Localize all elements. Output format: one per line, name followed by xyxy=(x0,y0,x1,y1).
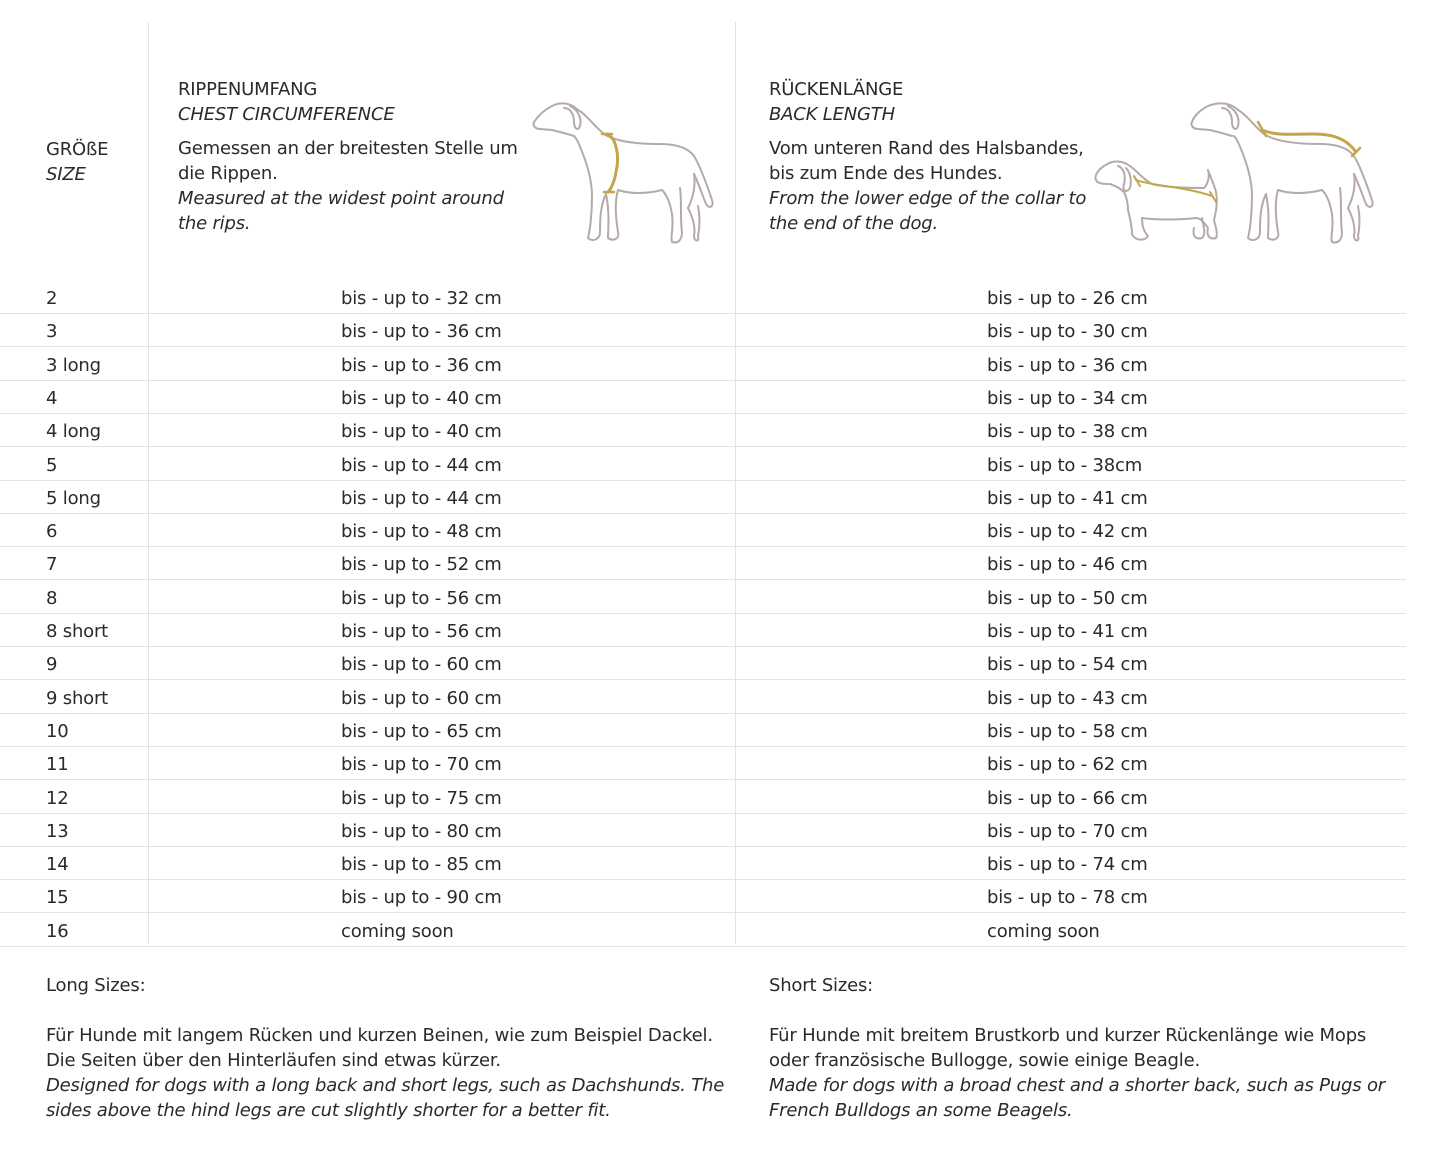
chest-desc-de-1: Gemessen an der breitesten Stelle um xyxy=(178,138,518,159)
back-value-cell: bis - up to - 34 cm xyxy=(987,388,1148,409)
back-value-cell: bis - up to - 38cm xyxy=(987,455,1143,476)
back-value-cell: bis - up to - 66 cm xyxy=(987,788,1148,809)
chest-value-cell: bis - up to - 36 cm xyxy=(341,321,502,342)
chest-value-cell: coming soon xyxy=(341,921,454,942)
long-sizes-desc-de-2: Die Seiten über den Hinterläufen sind etwas kürzer. xyxy=(46,1050,501,1071)
back-value-cell: bis - up to - 38 cm xyxy=(987,421,1148,442)
chest-value-cell: bis - up to - 32 cm xyxy=(341,288,502,309)
row-divider xyxy=(0,646,1406,647)
size-cell: 10 xyxy=(46,721,69,742)
size-cell: 13 xyxy=(46,821,69,842)
labrador-chest-measure-icon xyxy=(530,96,720,248)
back-value-cell: bis - up to - 74 cm xyxy=(987,854,1148,875)
short-sizes-desc-de-2: oder französische Bullogge, sowie einige Beagle. xyxy=(769,1050,1200,1071)
table-row xyxy=(0,715,1406,748)
short-sizes-note xyxy=(769,973,1385,1123)
chest-value-cell: bis - up to - 60 cm xyxy=(341,654,502,675)
table-row xyxy=(0,482,1406,515)
chest-desc-de-2: die Rippen. xyxy=(178,163,278,184)
size-cell: 7 xyxy=(46,554,58,575)
table-row xyxy=(0,881,1406,914)
size-header-de: GRÖßE xyxy=(46,139,109,160)
back-value-cell: bis - up to - 43 cm xyxy=(987,688,1148,709)
table-row xyxy=(0,848,1406,881)
back-value-cell: bis - up to - 46 cm xyxy=(987,554,1148,575)
long-sizes-desc-en-1: Designed for dogs with a long back and short legs, such as Dachshunds. The xyxy=(46,1075,725,1096)
back-value-cell: bis - up to - 62 cm xyxy=(987,754,1148,775)
chest-header xyxy=(178,77,518,236)
back-header xyxy=(769,77,1086,236)
row-divider xyxy=(0,346,1406,347)
size-cell: 4 long xyxy=(46,421,101,442)
back-desc-de-2: bis zum Ende des Hundes. xyxy=(769,163,1003,184)
chest-value-cell: bis - up to - 36 cm xyxy=(341,355,502,376)
size-cell: 8 xyxy=(46,588,58,609)
size-cell: 8 short xyxy=(46,621,109,642)
table-row xyxy=(0,515,1406,548)
dogs-back-length-measure-icon xyxy=(1092,96,1378,248)
chest-value-cell: bis - up to - 44 cm xyxy=(341,488,502,509)
row-divider xyxy=(0,679,1406,680)
table-row xyxy=(0,548,1406,581)
chest-value-cell: bis - up to - 40 cm xyxy=(341,388,502,409)
long-sizes-note xyxy=(46,973,724,1123)
size-cell: 14 xyxy=(46,854,69,875)
chest-desc-en-2: the rips. xyxy=(178,213,251,234)
table-row xyxy=(0,382,1406,415)
chest-title-en: CHEST CIRCUMFERENCE xyxy=(178,104,395,125)
back-value-cell: bis - up to - 78 cm xyxy=(987,887,1148,908)
back-value-cell: bis - up to - 50 cm xyxy=(987,588,1148,609)
size-cell: 12 xyxy=(46,788,69,809)
chest-value-cell: bis - up to - 56 cm xyxy=(341,621,502,642)
table-row xyxy=(0,915,1406,948)
size-cell: 5 xyxy=(46,455,58,476)
chest-value-cell: bis - up to - 48 cm xyxy=(341,521,502,542)
row-divider xyxy=(0,313,1406,314)
chest-value-cell: bis - up to - 44 cm xyxy=(341,455,502,476)
row-divider xyxy=(0,813,1406,814)
table-row xyxy=(0,415,1406,448)
size-cell: 4 xyxy=(46,388,58,409)
back-desc-en-2: the end of the dog. xyxy=(769,213,939,234)
table-row xyxy=(0,748,1406,781)
row-divider xyxy=(0,546,1406,547)
back-value-cell: bis - up to - 30 cm xyxy=(987,321,1148,342)
row-divider xyxy=(0,879,1406,880)
back-value-cell: bis - up to - 41 cm xyxy=(987,621,1148,642)
table-row xyxy=(0,582,1406,615)
row-divider xyxy=(0,513,1406,514)
row-divider xyxy=(0,846,1406,847)
chest-value-cell: bis - up to - 75 cm xyxy=(341,788,502,809)
chest-value-cell: bis - up to - 40 cm xyxy=(341,421,502,442)
table-row xyxy=(0,282,1406,315)
size-cell: 11 xyxy=(46,754,69,775)
chest-value-cell: bis - up to - 60 cm xyxy=(341,688,502,709)
back-desc-en-1: From the lower edge of the collar to xyxy=(769,188,1087,209)
size-cell: 9 xyxy=(46,654,58,675)
table-row xyxy=(0,349,1406,382)
short-sizes-desc-en-1: Made for dogs with a broad chest and a shorter back, such as Pugs or xyxy=(769,1075,1385,1096)
table-row xyxy=(0,648,1406,681)
size-cell: 9 short xyxy=(46,688,109,709)
table-row xyxy=(0,782,1406,815)
row-divider xyxy=(0,380,1406,381)
short-sizes-desc-en-2: French Bulldogs an some Beagels. xyxy=(769,1100,1073,1121)
size-header xyxy=(46,137,108,187)
back-value-cell: coming soon xyxy=(987,921,1100,942)
back-value-cell: bis - up to - 36 cm xyxy=(987,355,1148,376)
chest-value-cell: bis - up to - 90 cm xyxy=(341,887,502,908)
size-cell: 6 xyxy=(46,521,58,542)
back-value-cell: bis - up to - 54 cm xyxy=(987,654,1148,675)
chest-desc-en-1: Measured at the widest point around xyxy=(178,188,504,209)
size-header-en: SIZE xyxy=(46,164,86,185)
row-divider xyxy=(0,613,1406,614)
table-row xyxy=(0,815,1406,848)
chest-value-cell: bis - up to - 52 cm xyxy=(341,554,502,575)
chest-value-cell: bis - up to - 70 cm xyxy=(341,754,502,775)
short-sizes-title: Short Sizes: xyxy=(769,975,874,996)
chest-value-cell: bis - up to - 85 cm xyxy=(341,854,502,875)
row-divider xyxy=(0,912,1406,913)
row-divider xyxy=(0,746,1406,747)
back-value-cell: bis - up to - 41 cm xyxy=(987,488,1148,509)
table-row xyxy=(0,315,1406,348)
long-sizes-desc-de-1: Für Hunde mit langem Rücken und kurzen Beinen, wie zum Beispiel Dackel. xyxy=(46,1025,713,1046)
row-divider xyxy=(0,413,1406,414)
row-divider xyxy=(0,713,1406,714)
row-divider xyxy=(0,779,1406,780)
size-cell: 16 xyxy=(46,921,69,942)
table-row xyxy=(0,682,1406,715)
chest-title-de: RIPPENUMFANG xyxy=(178,79,318,100)
back-value-cell: bis - up to - 26 cm xyxy=(987,288,1148,309)
short-sizes-desc-de-1: Für Hunde mit breitem Brustkorb und kurzer Rückenlänge wie Mops xyxy=(769,1025,1367,1046)
table-row xyxy=(0,615,1406,648)
row-divider xyxy=(0,579,1406,580)
row-divider xyxy=(0,480,1406,481)
size-cell: 3 long xyxy=(46,355,101,376)
size-cell: 15 xyxy=(46,887,69,908)
long-sizes-desc-en-2: sides above the hind legs are cut slightly shorter for a better fit. xyxy=(46,1100,611,1121)
size-cell: 5 long xyxy=(46,488,101,509)
back-title-de: RÜCKENLÄNGE xyxy=(769,79,904,100)
back-value-cell: bis - up to - 70 cm xyxy=(987,821,1148,842)
back-title-en: BACK LENGTH xyxy=(769,104,895,125)
size-cell: 2 xyxy=(46,288,58,309)
chest-value-cell: bis - up to - 80 cm xyxy=(341,821,502,842)
row-divider xyxy=(0,446,1406,447)
chest-value-cell: bis - up to - 56 cm xyxy=(341,588,502,609)
chest-value-cell: bis - up to - 65 cm xyxy=(341,721,502,742)
long-sizes-title: Long Sizes: xyxy=(46,975,146,996)
table-row xyxy=(0,449,1406,482)
back-desc-de-1: Vom unteren Rand des Halsbandes, xyxy=(769,138,1084,159)
back-value-cell: bis - up to - 58 cm xyxy=(987,721,1148,742)
row-divider xyxy=(0,946,1406,947)
back-value-cell: bis - up to - 42 cm xyxy=(987,521,1148,542)
size-cell: 3 xyxy=(46,321,58,342)
